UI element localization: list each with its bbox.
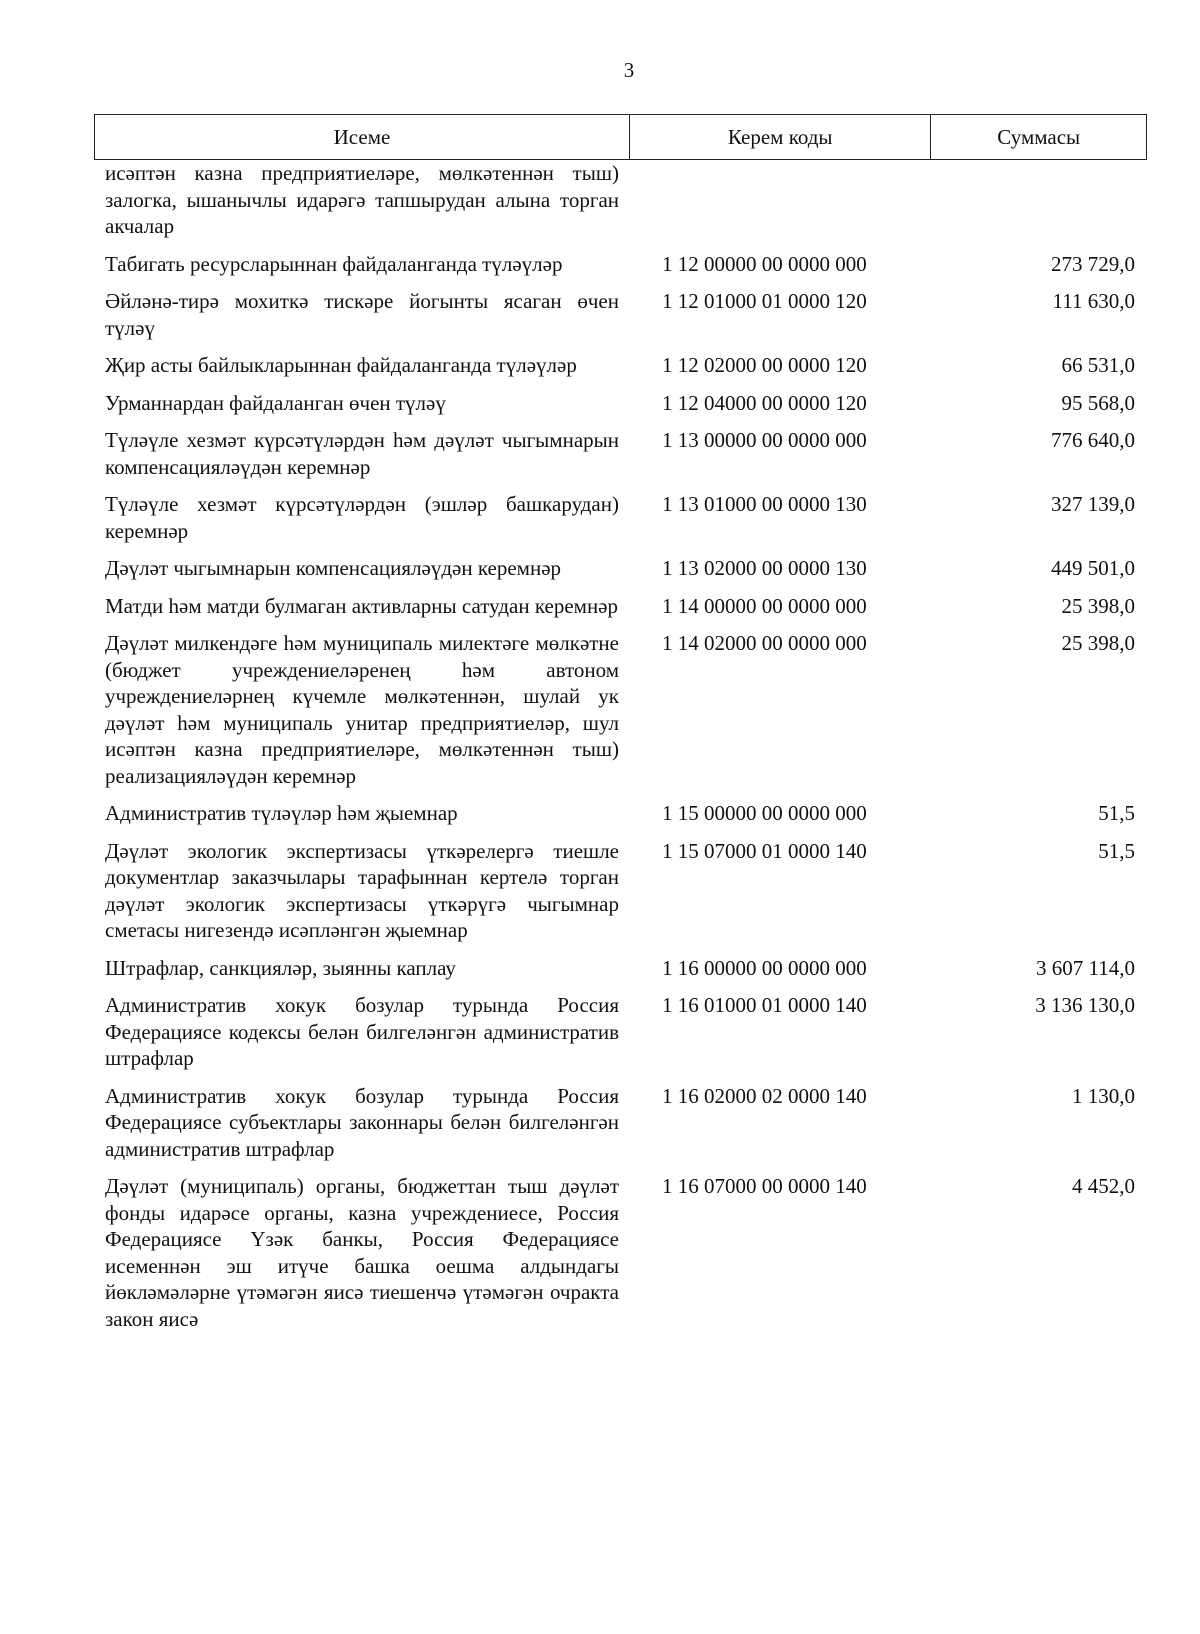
row-name: Дәүләт милкендәге һәм муниципаль милектәге мөлкәтне (бюджет учреждениеләренең һәм автоном учреждениеләрнең күчемле мөлкәтеннән, шулай ук дәүләт һәм муниципаль унитар предприятиеләр, шул исәптән казна предприятиеләре, мөлкәтеннән тыш) реализацияләүдән керемнәр bbox=[105, 631, 619, 788]
row-name: Матди һәм матди булмаган активларны сатудан керемнәр bbox=[105, 593, 619, 618]
table-row bbox=[94, 160, 1147, 240]
row-code: 1 16 01000 01 0000 140 bbox=[662, 993, 867, 1017]
row-code: 1 13 01000 00 0000 130 bbox=[662, 492, 867, 516]
table-row bbox=[94, 555, 1147, 582]
row-sum: 3 607 114,0 bbox=[1036, 955, 1135, 980]
table-row bbox=[94, 491, 1147, 544]
row-code: 1 14 02000 00 0000 000 bbox=[662, 631, 867, 655]
row-name: Административ хокук бозулар турында Россия Федерациясе субъектлары законнары белән билгеләнгән административ штрафлар bbox=[105, 1083, 619, 1161]
row-sum bbox=[932, 160, 1147, 240]
table-row bbox=[94, 390, 1147, 417]
table-row bbox=[94, 1083, 1147, 1163]
table-row bbox=[94, 838, 1147, 944]
row-sum: 776 640,0 bbox=[1051, 428, 1135, 452]
page-number: 3 bbox=[623, 58, 635, 82]
row-sum: 4 452,0 bbox=[1072, 1174, 1135, 1198]
table-row bbox=[94, 955, 1147, 982]
row-name: Дәүләт (муниципаль) органы, бюджеттан тыш дәүләт фонды идарәсе органы, казна учреждениесе, Россия Федерациясе Үзәк банкы, Россия Федерациясе исеменнән эш итүче башка оешма алдындагы йөкләмәләрне үтәмәгән яисә тиешенчә үтәмәгән очракта закон яисә bbox=[105, 1174, 619, 1331]
row-name: Дәүләт чыгымнарын компенсацияләүдән керемнәр bbox=[105, 556, 562, 580]
table-row bbox=[94, 352, 1147, 379]
revenue-table bbox=[94, 114, 1147, 1343]
row-code bbox=[630, 160, 932, 240]
header-name: Исеме bbox=[95, 115, 630, 159]
row-code: 1 16 07000 00 0000 140 bbox=[662, 1174, 867, 1198]
row-sum: 25 398,0 bbox=[1061, 593, 1135, 618]
row-sum: 95 568,0 bbox=[1061, 390, 1135, 415]
row-code: 1 14 00000 00 0000 000 bbox=[662, 593, 867, 618]
row-code: 1 16 02000 02 0000 140 bbox=[662, 1083, 867, 1108]
row-name: исәптән казна предприятиеләре, мөлкәтеннән тыш) залогка, ышанычлы идарәгә тапшырудан алына торган акчалар bbox=[105, 161, 619, 238]
row-code: 1 13 02000 00 0000 130 bbox=[662, 556, 867, 580]
table-row bbox=[94, 800, 1147, 827]
row-code: 1 16 00000 00 0000 000 bbox=[662, 955, 867, 980]
header-sum: Суммасы bbox=[997, 124, 1081, 149]
row-name: Урманнардан файдаланган өчен түләү bbox=[105, 390, 446, 415]
row-sum: 51,5 bbox=[1098, 801, 1135, 825]
row-name: Дәүләт экологик экспертизасы үткәрелергә тиешле документлар заказчылары тарафыннан кертелә торган дәүләт экологик экспертизасы үткәрүгә чыгымнар сметасы нигезендә исәпләнгән җыемнар bbox=[105, 838, 619, 942]
row-code: 1 12 02000 00 0000 120 bbox=[662, 353, 867, 377]
row-sum: 111 630,0 bbox=[1052, 289, 1135, 313]
row-name: Штрафлар, санкцияләр, зыянны каплау bbox=[105, 955, 456, 980]
header-code: Керем коды bbox=[630, 115, 931, 159]
table-row bbox=[94, 251, 1147, 278]
row-name: Административ түләүләр һәм җыемнар bbox=[105, 801, 458, 825]
table-row bbox=[94, 992, 1147, 1072]
table-row bbox=[94, 1173, 1147, 1332]
row-sum: 25 398,0 bbox=[1061, 631, 1135, 655]
table-row bbox=[94, 630, 1147, 789]
row-sum: 273 729,0 bbox=[1051, 251, 1135, 276]
row-sum: 51,5 bbox=[1098, 838, 1135, 863]
row-sum: 449 501,0 bbox=[1051, 556, 1135, 580]
row-code: 1 13 00000 00 0000 000 bbox=[662, 428, 867, 452]
table-row bbox=[94, 593, 1147, 620]
row-sum: 66 531,0 bbox=[1061, 353, 1135, 377]
row-code: 1 12 01000 01 0000 120 bbox=[662, 289, 867, 313]
row-sum: 327 139,0 bbox=[1051, 492, 1135, 516]
row-code: 1 15 00000 00 0000 000 bbox=[662, 801, 867, 825]
table-row bbox=[94, 288, 1147, 341]
row-name: Җир асты байлыкларыннан файдаланганда түләүләр bbox=[105, 353, 577, 377]
row-name: Административ хокук бозулар турында Россия Федерациясе кодексы белән билгеләнгән административ штрафлар bbox=[105, 993, 619, 1070]
row-name: Табигать ресурсларыннан файдаланганда түләүләр bbox=[105, 251, 563, 276]
table-header bbox=[94, 114, 1147, 160]
row-name: Түләүле хезмәт күрсәтүләрдән (эшләр башкарудан) керемнәр bbox=[105, 492, 619, 543]
row-code: 1 12 00000 00 0000 000 bbox=[662, 251, 867, 276]
row-sum: 3 136 130,0 bbox=[1035, 993, 1135, 1017]
row-name: Түләүле хезмәт күрсәтүләрдән һәм дәүләт чыгымнарын компенсацияләүдән керемнәр bbox=[105, 428, 619, 479]
row-code: 1 15 07000 01 0000 140 bbox=[662, 838, 867, 863]
table-row bbox=[94, 427, 1147, 480]
row-code: 1 12 04000 00 0000 120 bbox=[662, 390, 867, 415]
row-name: Әйләнә-тирә мохиткә тискәре йогынты ясаган өчен түләү bbox=[105, 289, 619, 340]
row-sum: 1 130,0 bbox=[1072, 1083, 1135, 1108]
table-body bbox=[94, 160, 1147, 1332]
